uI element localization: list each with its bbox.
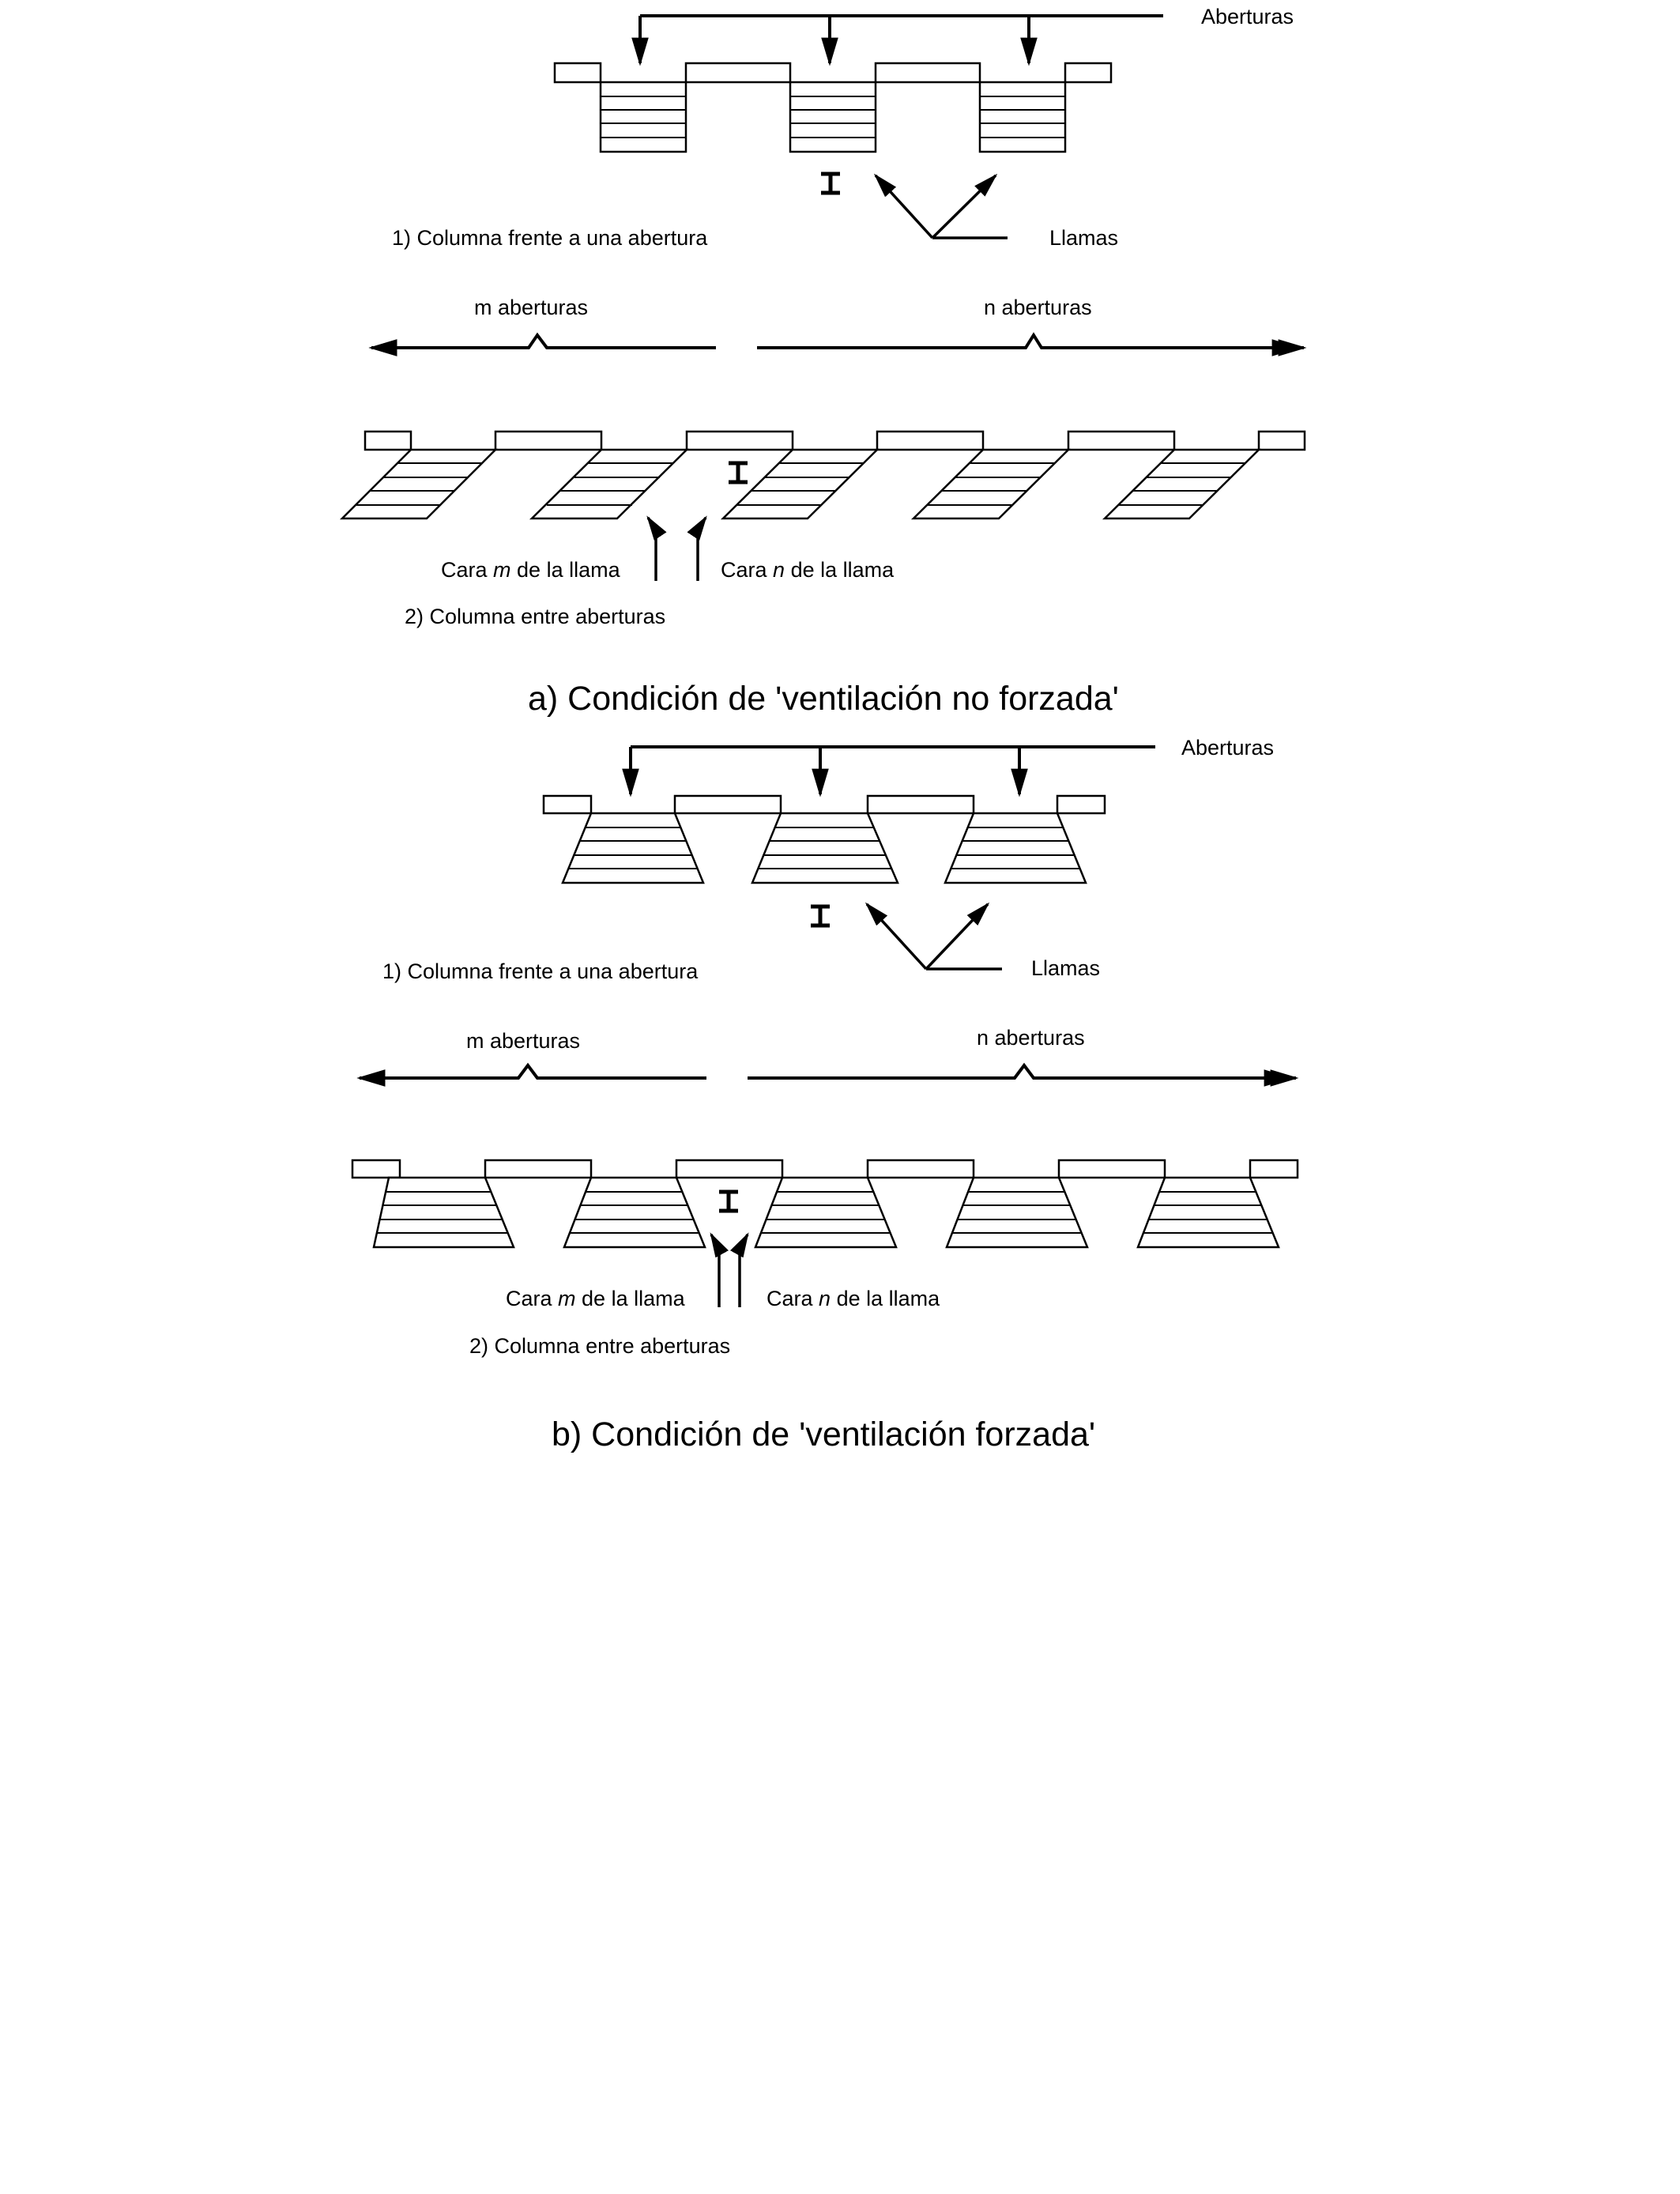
label-cara-n: Cara n de la llama [767,1287,940,1310]
label-aberturas: Aberturas [1181,736,1275,760]
label-columna-frente: 1) Columna frente a una abertura [392,226,708,250]
wall-segment [877,432,983,450]
arrow-llamas-right [932,175,996,238]
flame-plume [980,82,1065,152]
caption-b: b) Condición de 'ventilación forzada' [552,1416,1096,1453]
label-llamas: Llamas [1049,226,1119,250]
label-llamas: Llamas [1031,956,1101,980]
slanted-flame [532,450,687,518]
wall-segment [686,63,790,82]
b-mn-arrows [360,1026,1296,1078]
label-cara-m: Cara m de la llama [441,558,620,582]
wall-segment [675,796,781,813]
i-column [821,174,840,193]
wall-segment [544,796,591,813]
label-columna-frente: 1) Columna frente a una abertura [382,959,699,983]
n-aberturas-arrow [757,335,1298,348]
i-column [729,463,748,482]
wall-segment [687,432,793,450]
tapered-flame [752,813,898,883]
label-cara-m: Cara m de la llama [506,1287,685,1310]
slanted-flame [913,450,1068,518]
flame-plume [601,82,686,152]
wall-segment [1059,1160,1165,1178]
m-aberturas-arrow [360,1065,706,1078]
n-aberturas-arrow [748,1065,1290,1078]
slanted-flame [342,450,495,518]
slanted-flame [1105,450,1259,518]
b2-column-between-openings [352,1160,1298,1358]
label-columna-entre: 2) Columna entre aberturas [405,605,666,628]
tapered-flame [947,1178,1087,1247]
wall-segment [485,1160,591,1178]
i-column [811,907,830,925]
tapered-flame [945,813,1086,883]
wall-segment [555,63,601,82]
wall-segment [352,1160,400,1178]
arrow-cara-n [740,1235,748,1307]
wall-segment [1259,432,1305,450]
i-column [719,1192,738,1211]
label-m-aberturas: m aberturas [466,1029,581,1053]
label-aberturas: Aberturas [1201,5,1294,28]
wall-segment [1068,432,1174,450]
label-columna-entre: 2) Columna entre aberturas [469,1334,731,1358]
wall-segment [868,796,974,813]
wall-segment [365,432,411,450]
label-n-aberturas: n aberturas [977,1026,1085,1050]
a2-column-between-openings [342,432,1305,628]
label-cara-n: Cara n de la llama [721,558,895,582]
arrow-llamas-left [867,904,926,969]
tapered-flame [563,813,703,883]
arrow-llamas-left [876,175,932,238]
b1-column-facing-opening [382,736,1274,983]
part-b-forced-ventilation [352,736,1298,1453]
arrow-cara-m [648,518,656,581]
tapered-flame [374,1178,514,1247]
arrow-cara-n [698,518,706,581]
wall-segment [1065,63,1111,82]
tapered-flame [1138,1178,1279,1247]
label-m-aberturas: m aberturas [474,296,589,319]
a-mn-arrows [371,296,1304,348]
wall-segment [868,1160,974,1178]
wall-segment [1250,1160,1298,1178]
tapered-flame [755,1178,896,1247]
a1-column-facing-opening [392,5,1294,250]
wall-segment [495,432,601,450]
wall-segment [876,63,980,82]
flame-plume [790,82,876,152]
tapered-flame [564,1178,705,1247]
label-n-aberturas: n aberturas [984,296,1092,319]
wall-segment [676,1160,782,1178]
m-aberturas-arrow [371,335,716,348]
caption-a: a) Condición de 'ventilación no forzada' [528,680,1119,718]
part-a-non-forced-ventilation [342,5,1305,718]
arrow-cara-m [711,1235,719,1307]
wall-segment [1057,796,1105,813]
arrow-llamas-right [926,904,988,969]
